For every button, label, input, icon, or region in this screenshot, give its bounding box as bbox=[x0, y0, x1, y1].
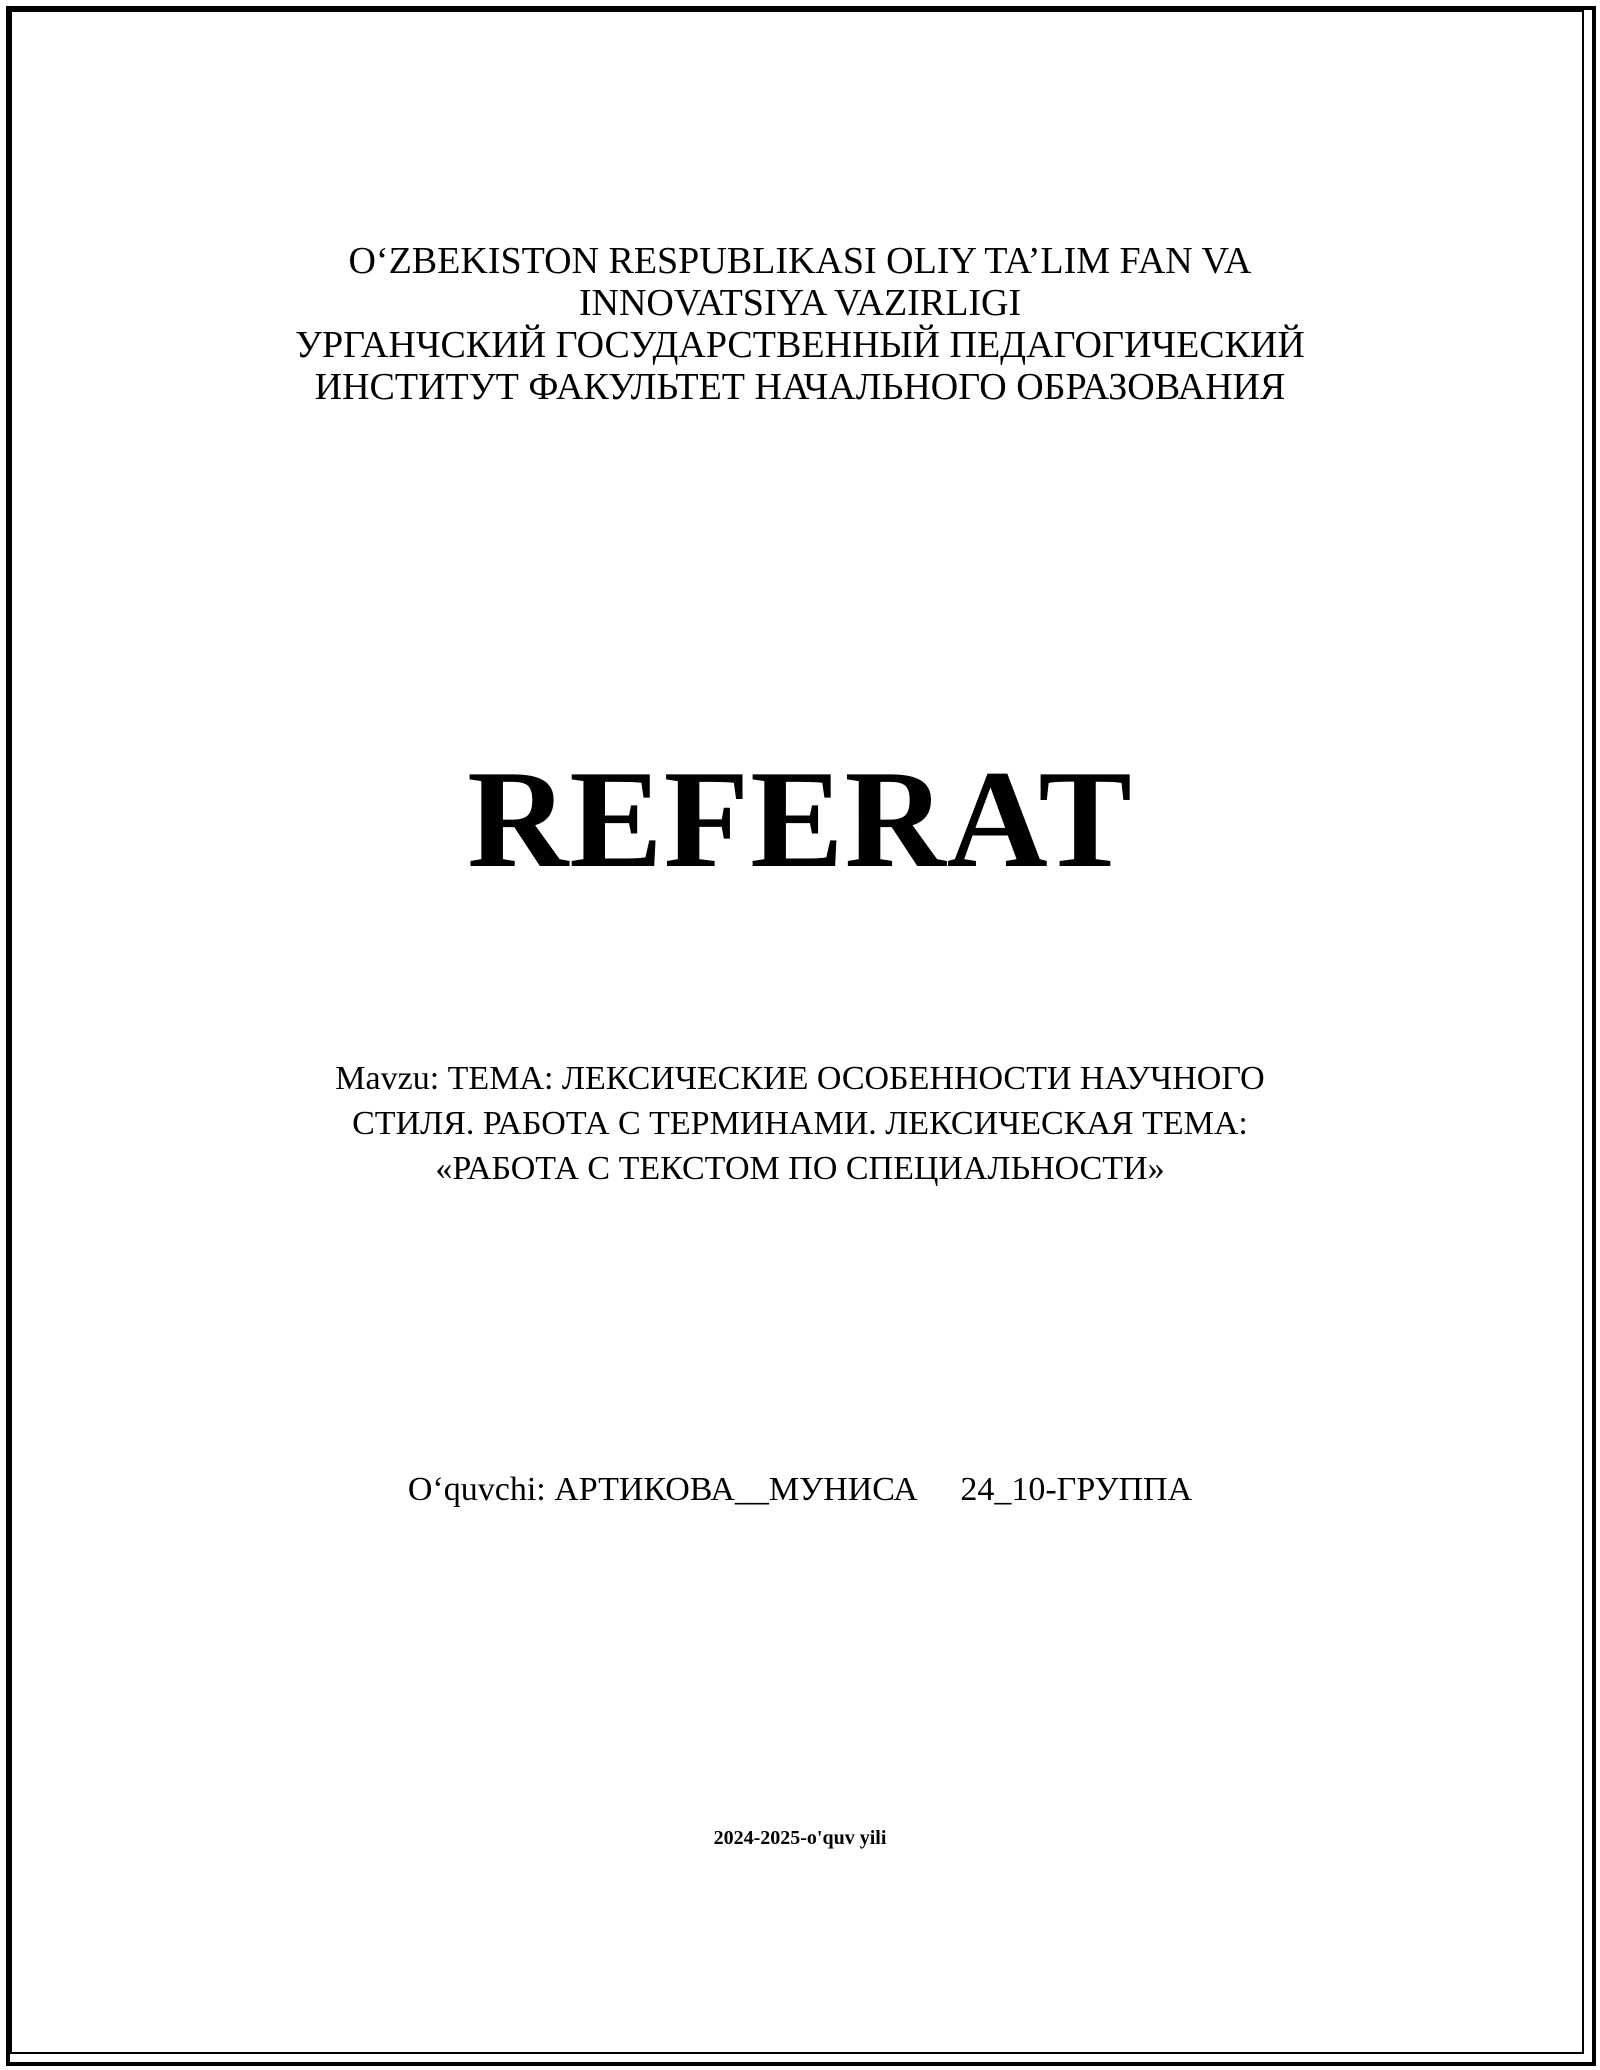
header-line: O‘ZBEKISTON RESPUBLIKASI OLIY TA’LIM FAN VA bbox=[348, 240, 1252, 282]
topic-block bbox=[0, 1056, 1600, 1191]
student-info: O‘quvchi: АРТИКОВА__МУНИСА 24_10-ГРУППА bbox=[407, 1471, 1193, 1508]
header-line: ИНСТИТУТ ФАКУЛЬТЕТ НАЧАЛЬНОГО ОБРАЗОВАНИЯ bbox=[314, 366, 1286, 408]
topic-line: «РАБОТА С ТЕКСТОМ ПО СПЕЦИАЛЬНОСТИ» bbox=[435, 1150, 1165, 1187]
header-line: INNOVATSIYA VAZIRLIGI bbox=[578, 282, 1022, 324]
header-line: УРГАНЧСКИЙ ГОСУДАРСТВЕННЫЙ ПЕДАГОГИЧЕСКИЙ bbox=[295, 324, 1305, 366]
academic-year: 2024-2025-o'quv yili bbox=[713, 1827, 887, 1849]
institution-header bbox=[0, 240, 1600, 408]
topic-line: СТИЛЯ. РАБОТА С ТЕРМИНАМИ. ЛЕКСИЧЕСКАЯ ТЕМА: bbox=[352, 1105, 1248, 1142]
document-title: REFERAT bbox=[467, 742, 1133, 897]
topic-line: Mavzu: ТЕМА: ЛЕКСИЧЕСКИЕ ОСОБЕННОСТИ НАУЧНОГО bbox=[335, 1060, 1265, 1097]
